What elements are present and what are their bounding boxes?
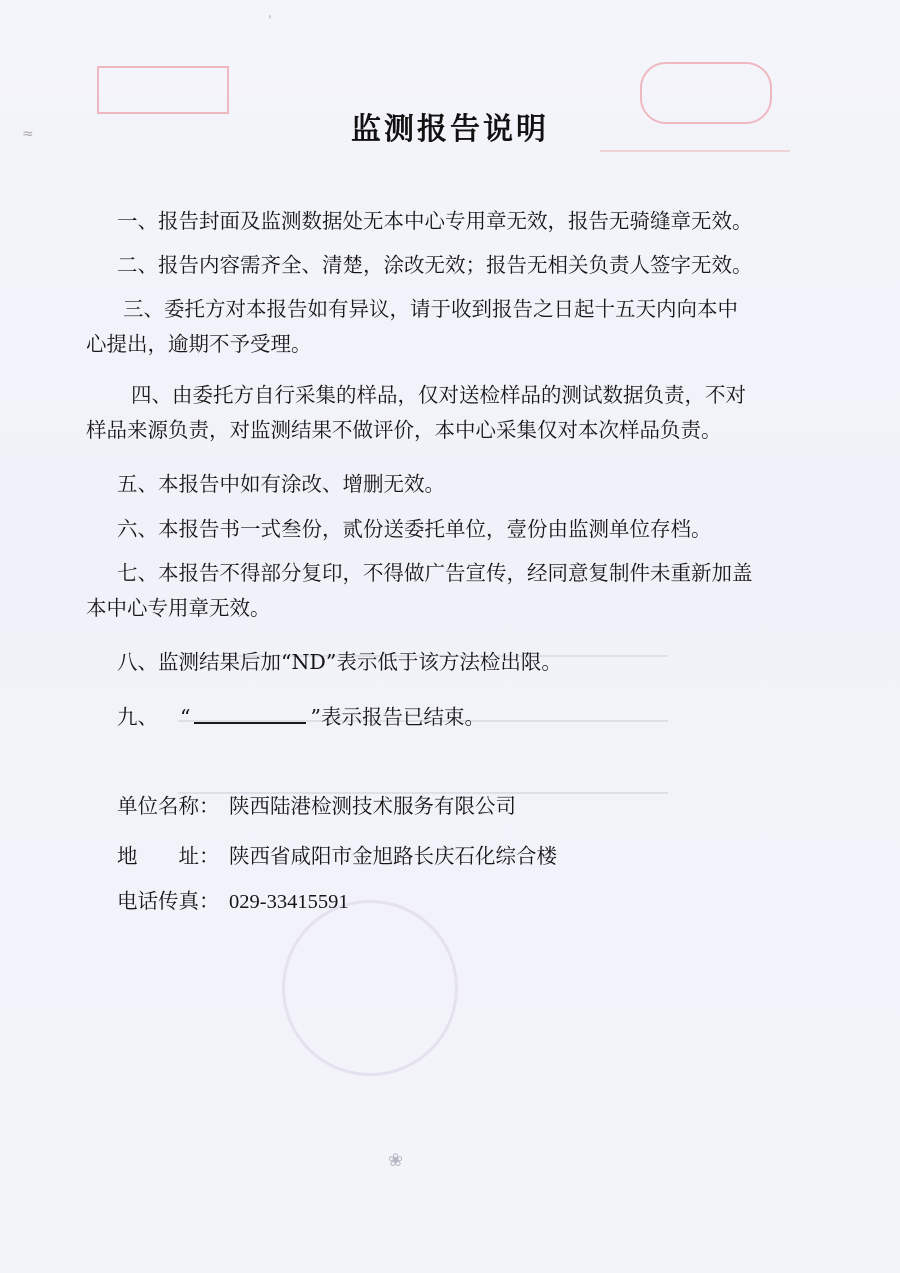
clause-line: 本中心专用章无效。 (86, 596, 271, 620)
clause-6 (117, 512, 822, 547)
company-name-label: 单位名称： (117, 794, 220, 818)
clause-2 (117, 248, 822, 283)
company-name-value: 陕西陆港检测技术服务有限公司 (229, 794, 516, 818)
clause-3 (86, 292, 828, 362)
company-phone-label: 电话传真： (117, 889, 220, 913)
clause-9-open-quote: “ (180, 705, 191, 729)
clause-9-suffix: 表示报告已结束。 (320, 705, 485, 729)
clause-line: 七、本报告不得部分复印，不得做广告宣传，经同意复制件未重新加盖 (117, 561, 753, 585)
clause-5 (117, 467, 822, 502)
company-name-row (117, 790, 516, 822)
clause-line: 心提出，逾期不予受理。 (86, 332, 312, 356)
company-address-row (117, 840, 557, 872)
clause-line: 样品来源负责，对监测结果不做评价，本中心采集仅对本次样品负责。 (86, 418, 722, 442)
clause-7 (86, 556, 822, 626)
company-address-value: 陕西省咸阳市金旭路长庆石化综合楼 (229, 844, 557, 868)
company-phone-value: 029-33415591 (229, 891, 349, 913)
end-marker-line (194, 722, 306, 724)
clause-line: 八、监测结果后加“ND”表示低于该方法检出限。 (117, 650, 562, 674)
show-through-line (600, 150, 790, 152)
margin-speck: ❀ (388, 1150, 404, 1171)
margin-speck: ≈ (22, 126, 34, 142)
clause-line: 二、报告内容需齐全、清楚，涂改无效；报告无相关负责人签字无效。 (117, 253, 753, 277)
clause-line: 六、本报告书一式叁份，贰份送委托单位，壹份由监测单位存档。 (117, 517, 712, 541)
clause-9-prefix: 九、 (117, 705, 158, 729)
clause-line: 四、由委托方自行采集的样品，仅对送检样品的测试数据负责，不对 (131, 383, 746, 407)
clause-line: 三、委托方对本报告如有异议，请于收到报告之日起十五天内向本中 (123, 297, 738, 321)
show-through-seal (282, 900, 458, 1076)
clause-8 (117, 645, 822, 680)
clause-1 (117, 204, 822, 239)
clause-line: 五、本报告中如有涂改、增删无效。 (117, 472, 445, 496)
document-title: 监测报告说明 (351, 112, 549, 147)
clause-4 (86, 378, 836, 448)
clause-9-close-quote: ” (310, 705, 321, 729)
clause-line: 一、报告封面及监测数据处无本中心专用章无效，报告无骑缝章无效。 (117, 209, 753, 233)
clause-9 (117, 700, 822, 735)
company-phone-row (117, 885, 349, 918)
company-address-label: 地 址： (117, 844, 220, 868)
margin-speck: ˈ (268, 14, 272, 30)
